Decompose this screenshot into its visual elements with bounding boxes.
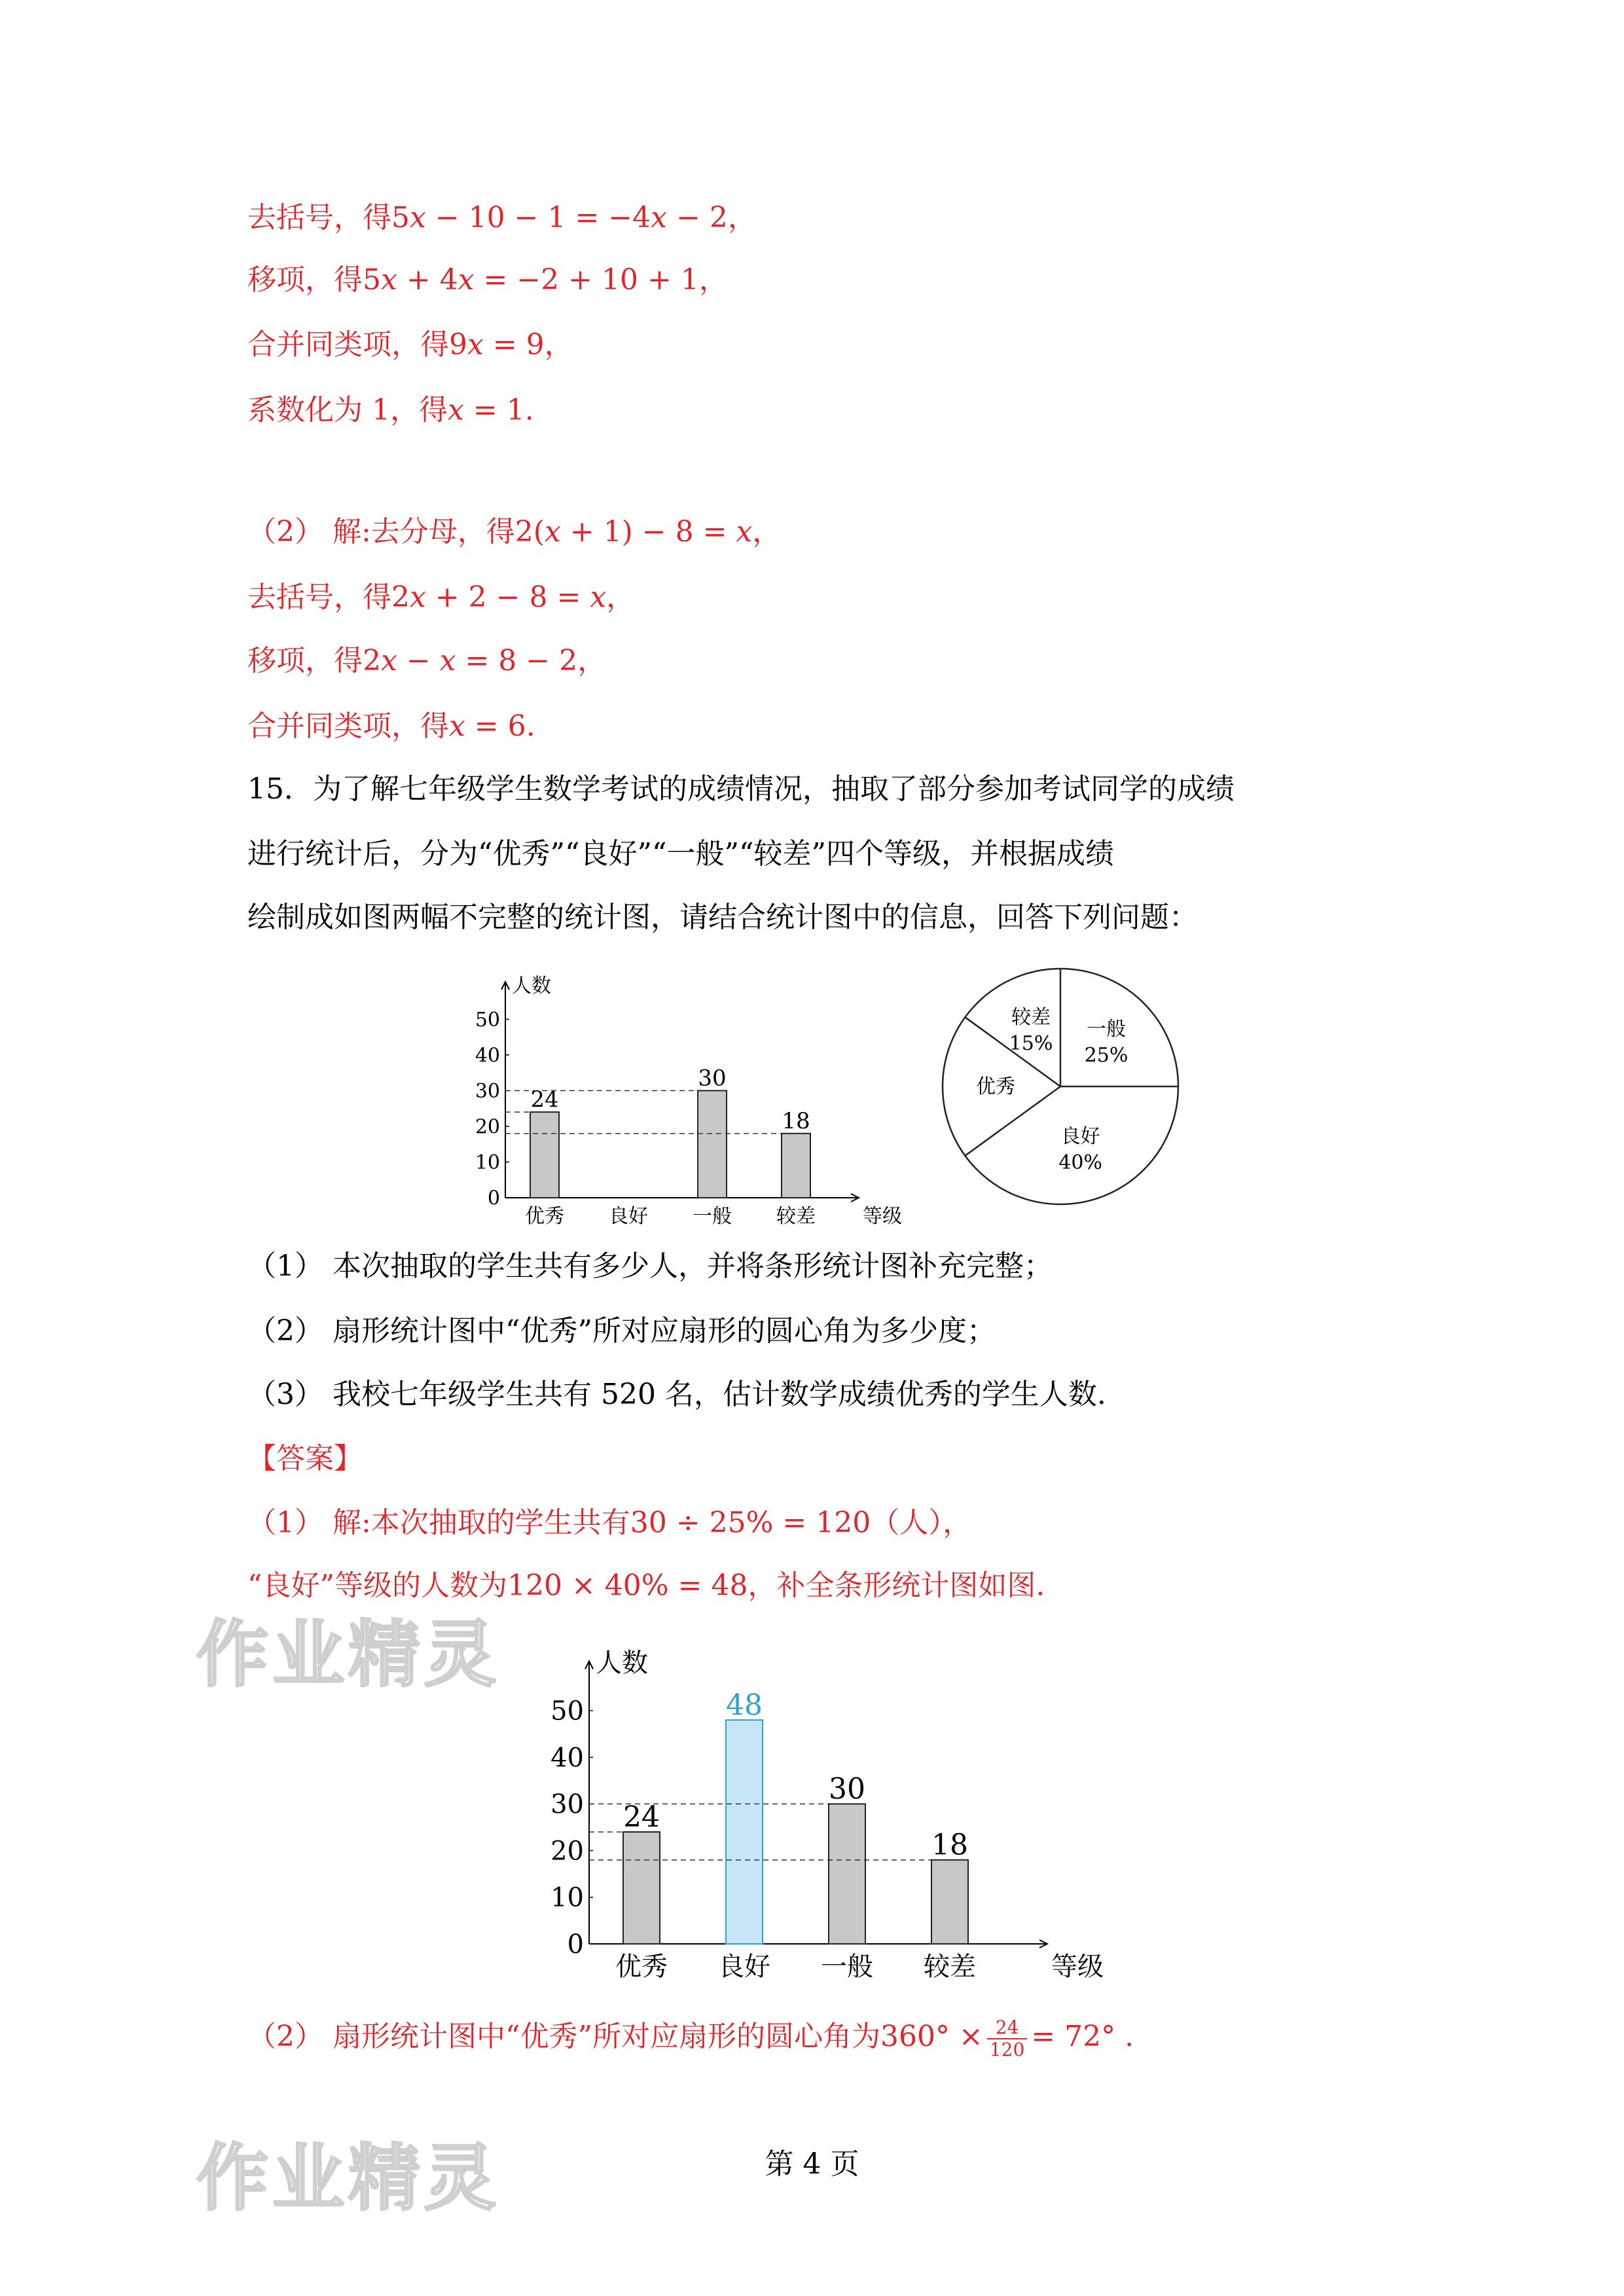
bar-chart-incomplete-svg bbox=[458, 962, 902, 1230]
answer-line-2: “良好”等级的人数为120 × 40% = 48，补全条形统计图如图. bbox=[247, 1569, 1045, 1602]
pie-slice-label: 一般 bbox=[1087, 1017, 1127, 1041]
watermark-2: 作业精灵 bbox=[196, 2136, 500, 2220]
bar-value-label: 18 bbox=[782, 1107, 810, 1134]
y-tick-label: 20 bbox=[475, 1115, 500, 1139]
bar bbox=[698, 1090, 727, 1198]
solution2-line-2: 去括号，得2𝑥 + 2 − 8 = 𝑥， bbox=[247, 581, 636, 614]
solution1-line-4: 系数化为 1，得𝑥 = 1. bbox=[247, 393, 534, 427]
y-tick-label: 10 bbox=[550, 1882, 584, 1913]
y-tick-label: 50 bbox=[475, 1008, 500, 1031]
pie-slice-label: 优秀 bbox=[976, 1075, 1015, 1098]
pie-chart bbox=[929, 956, 1191, 1217]
y-axis-label: 人数 bbox=[512, 975, 551, 997]
bar bbox=[931, 1860, 968, 1944]
fraction-denominator: 120 bbox=[989, 2038, 1025, 2060]
bar-chart-incomplete bbox=[458, 962, 902, 1230]
question15-line-1: 15．为了解七年级学生数学考试的成绩情况，抽取了部分参加考试同学的成绩 bbox=[247, 772, 1235, 806]
y-tick-label: 50 bbox=[550, 1696, 584, 1727]
y-tick-label: 10 bbox=[475, 1151, 500, 1174]
pie-slice-percent: 15% bbox=[1009, 1031, 1053, 1055]
answer-line-1: （1） 解:本次抽取的学生共有30 ÷ 25% = 120（人）， bbox=[247, 1506, 972, 1539]
solution2-line-4: 合并同类项，得𝑥 = 6. bbox=[247, 709, 535, 743]
y-tick-label: 0 bbox=[567, 1929, 584, 1960]
x-tick-label: 一般 bbox=[821, 1952, 873, 1982]
bar bbox=[782, 1134, 810, 1198]
x-tick-label: 优秀 bbox=[615, 1952, 668, 1982]
bar-value-label: 24 bbox=[530, 1086, 559, 1113]
fraction-numerator: 24 bbox=[987, 2017, 1027, 2039]
x-axis-label: 等级 bbox=[863, 1205, 902, 1228]
watermark-1: 作业精灵 bbox=[196, 1613, 500, 1696]
bar-value-label: 30 bbox=[829, 1772, 865, 1806]
solution1-line-2: 移项，得5𝑥 + 4𝑥 = −2 + 10 + 1， bbox=[247, 263, 728, 296]
bar-value-label: 24 bbox=[623, 1800, 660, 1834]
solution1-line-3: 合并同类项，得9𝑥 = 9， bbox=[247, 328, 573, 361]
y-axis-label: 人数 bbox=[596, 1648, 648, 1678]
x-tick-label: 良好 bbox=[718, 1952, 770, 1982]
answer2-fraction bbox=[987, 2017, 1027, 2060]
y-tick-label: 0 bbox=[487, 1187, 500, 1210]
pie-slice-label: 良好 bbox=[1060, 1125, 1100, 1149]
pie-slice-percent: 25% bbox=[1084, 1043, 1128, 1067]
question15-line-3: 绘制成如图两幅不完整的统计图，请结合统计图中的信息，回答下列问题： bbox=[247, 901, 1198, 934]
bar bbox=[530, 1112, 559, 1198]
bar bbox=[726, 1720, 763, 1944]
answer2-suffix: = 72° . bbox=[1031, 2020, 1134, 2053]
answer2-prefix: （2） 扇形统计图中“优秀”所对应扇形的圆心角为360° × bbox=[247, 2020, 983, 2053]
sub-question-3: （3） 我校七年级学生共有 520 名，估计数学成绩优秀的学生人数. bbox=[247, 1378, 1106, 1411]
pie-slice-label: 较差 bbox=[1011, 1005, 1051, 1029]
sub-question-2: （2） 扇形统计图中“优秀”所对应扇形的圆心角为多少度； bbox=[247, 1314, 996, 1348]
solution2-line-1: （2） 解:去分母，得2(𝑥 + 1) − 8 = 𝑥， bbox=[247, 515, 782, 548]
bar-value-label: 48 bbox=[726, 1688, 763, 1722]
y-tick-label: 40 bbox=[550, 1742, 584, 1773]
x-tick-label: 一般 bbox=[693, 1205, 732, 1228]
x-axis-label: 等级 bbox=[1051, 1952, 1104, 1982]
question15-line-2: 进行统计后，分为“优秀”“良好”“一般”“较差”四个等级，并根据成绩 bbox=[247, 837, 1114, 870]
solution1-line-1: 去括号，得5𝑥 − 10 − 1 = −4𝑥 − 2， bbox=[247, 201, 757, 234]
bar-chart-complete bbox=[524, 1623, 1113, 1990]
bar bbox=[623, 1832, 660, 1944]
pie-slice-percent: 40% bbox=[1058, 1151, 1102, 1175]
y-tick-label: 30 bbox=[550, 1789, 584, 1820]
bar-chart-complete-svg bbox=[524, 1623, 1113, 1990]
sub-question-1: （1） 本次抽取的学生共有多少人，并将条形统计图补充完整； bbox=[247, 1249, 1053, 1283]
solution2-line-3: 移项，得2𝑥 − 𝑥 = 8 − 2， bbox=[247, 644, 607, 677]
x-tick-label: 良好 bbox=[609, 1205, 648, 1228]
bar-value-label: 18 bbox=[931, 1828, 968, 1862]
bar bbox=[829, 1804, 865, 1944]
answer-heading: 【答案】 bbox=[247, 1442, 363, 1475]
x-tick-label: 优秀 bbox=[525, 1205, 564, 1228]
pie-chart-svg bbox=[929, 956, 1191, 1217]
page-number: 第 4 页 bbox=[765, 2147, 859, 2181]
x-tick-label: 较差 bbox=[924, 1952, 976, 1982]
bar-value-label: 30 bbox=[698, 1065, 727, 1092]
y-tick-label: 30 bbox=[475, 1079, 500, 1103]
x-tick-label: 较差 bbox=[776, 1205, 816, 1228]
answer-line-3 bbox=[247, 2011, 1134, 2063]
y-tick-label: 40 bbox=[475, 1044, 500, 1067]
y-tick-label: 20 bbox=[550, 1836, 584, 1867]
